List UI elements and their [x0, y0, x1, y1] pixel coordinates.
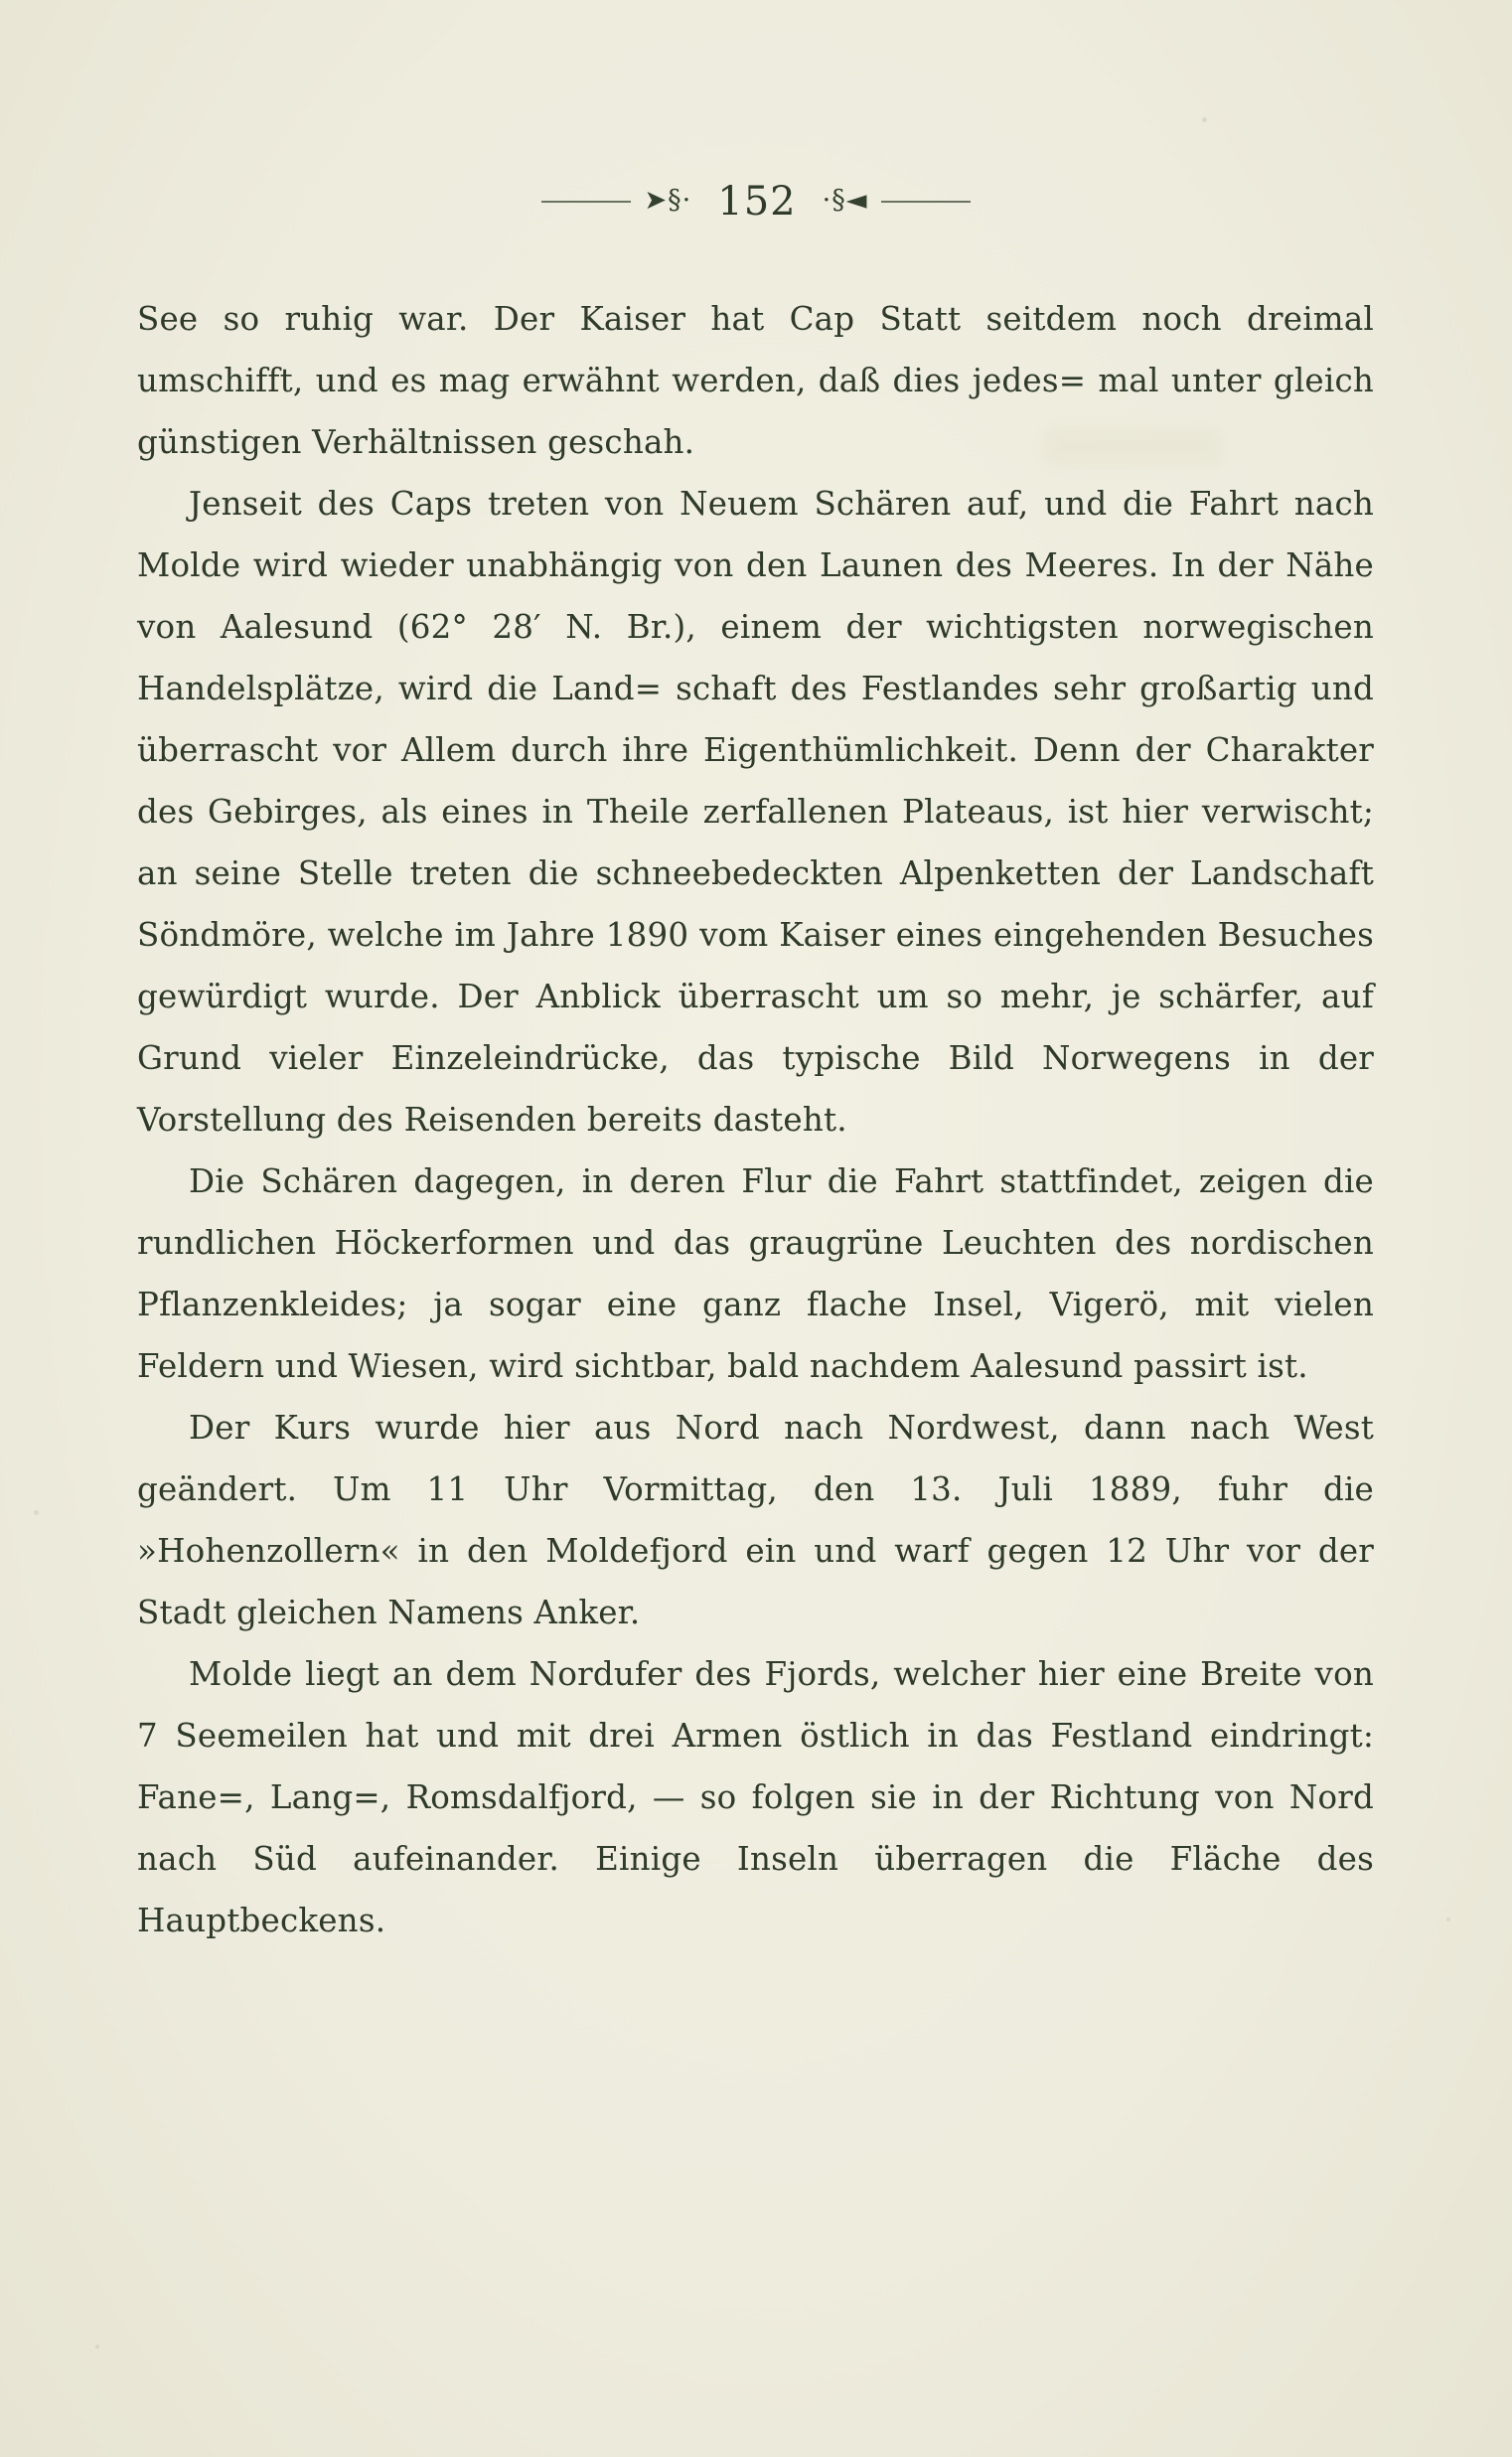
- paragraph: Jenseit des Caps treten von Neuem Schären auf, und die Fahrt nach Molde wird wieder unabhängig von den Launen des Meeres. In der Nähe von Aalesund (62° 28′ N. Br.), einem der wichtigsten norwegischen Handelsplätze, wird die Land= schaft des Festlandes sehr großartig und überrascht vor Allem durch ihre Eigenthümlichkeit. Denn der Charakter des Gebirges, als eines in Theile zerfallenen Plateaus, ist hier verwischt; an seine Stelle treten die schneebedeckten Alpenketten der Landschaft Söndmöre, welche im Jahre 1890 vom Kaiser eines eingehenden Besuches gewürdigt wurde. Der Anblick überrascht um so mehr, je schärfer, auf Grund vieler Einzeleindrücke, das typische Bild Norwegens in der Vorstellung des Reisenden bereits dasteht.: [137, 485, 1374, 1139]
- ornament-right-icon: ·§◄: [822, 184, 868, 216]
- page-header: [0, 179, 1512, 225]
- paragraph: Molde liegt an dem Nordufer des Fjords, welcher hier eine Breite von 7 Seemeilen hat und mit drei Armen östlich in das Festland eindringt: Fane=, Lang=, Romsdalfjord, — so folgen sie in der Richtung von Nord nach Süd aufeinander. Einige Inseln überragen die Fläche des Hauptbeckens.: [137, 1655, 1374, 1939]
- header-rule-right: [881, 201, 971, 203]
- paper-speck: [1446, 1918, 1450, 1921]
- paper-speck: [34, 1510, 39, 1515]
- body-text: [137, 288, 1374, 1951]
- paragraph: Die Schären dagegen, in deren Flur die Fahrt stattfindet, zeigen die rundlichen Höckerformen und das graugrüne Leuchten des nordischen Pflanzenkleides; ja sogar eine ganz flache Insel, Vigerö, mit vielen Feldern und Wiesen, wird sichtbar, bald nachdem Aalesund passirt ist.: [137, 1162, 1374, 1385]
- paper-speck: [95, 2345, 99, 2349]
- paragraph: Der Kurs wurde hier aus Nord nach Nordwest, dann nach West geändert. Um 11 Uhr Vormittag, den 13. Juli 1889, fuhr die »Hohenzollern« in den Moldefjord ein und warf gegen 12 Uhr vor der Stadt gleichen Namens Anker.: [137, 1409, 1374, 1631]
- header-rule-left: [541, 201, 631, 203]
- ornament-left-icon: ➤§·: [644, 184, 692, 216]
- paper-speck: [1202, 117, 1207, 122]
- page-number: 152: [717, 179, 797, 225]
- paragraph: See so ruhig war. Der Kaiser hat Cap Statt seitdem noch dreimal umschifft, und es mag erwähnt werden, daß dies jedes= mal unter gleich günstigen Verhältnissen geschah.: [137, 300, 1374, 461]
